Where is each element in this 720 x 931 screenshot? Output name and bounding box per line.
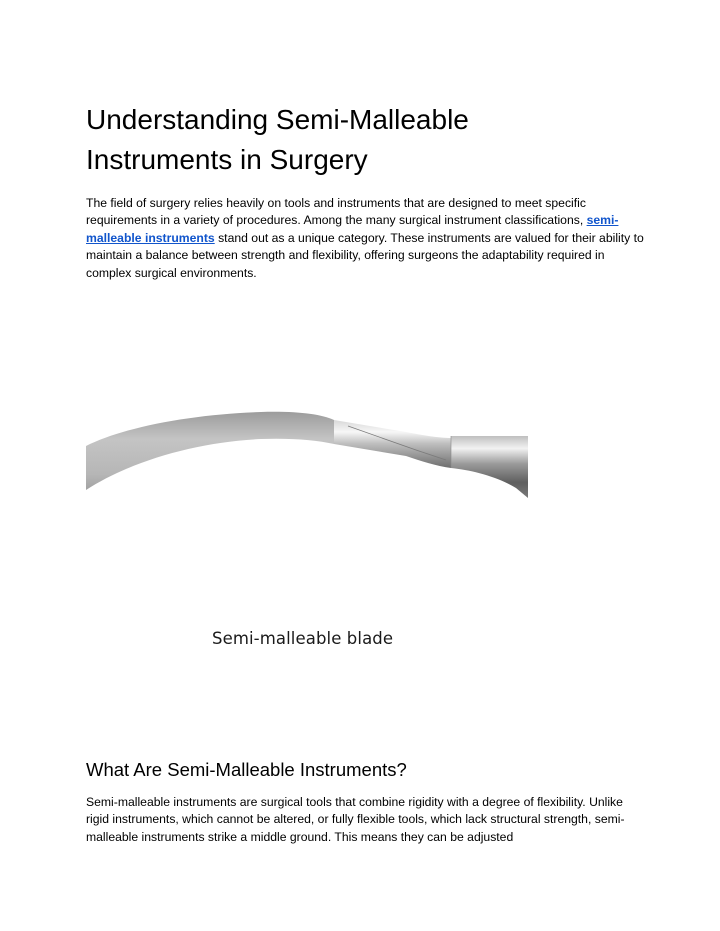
- page-title: Understanding Semi-Malleable Instruments in Surgery: [86, 104, 469, 175]
- blade-curve: [86, 412, 334, 490]
- figure-caption: Semi-malleable blade: [212, 629, 394, 648]
- intro-text-part2: stand out as a unique category. These instruments are valued for their ability to maintain a balance between strength and flexibility, offering surgeons the adaptability required in complex surgical environments.: [86, 230, 644, 280]
- section-paragraph: Semi-malleable instruments are surgical tools that combine rigidity with a degree of flexibility. Unlike rigid instruments, which cannot be altered, or fully flexible tools, which lack structural strength, semi-malleable instruments strike a middle ground. This means they can be adjusted: [86, 795, 625, 844]
- semi-malleable-instruments-link[interactable]: semi-malleable instruments: [86, 213, 619, 245]
- intro-paragraph: [86, 195, 646, 282]
- article-header: [86, 100, 646, 282]
- section-heading: What Are Semi-Malleable Instruments?: [86, 759, 407, 780]
- semi-malleable-blade-illustration: [86, 396, 528, 506]
- blade-figure: [86, 396, 528, 676]
- instrument-handle: [451, 436, 528, 498]
- intro-text-part1: The field of surgery relies heavily on tools and instruments that are designed to meet specific requirements in a variety of procedures. Among the many surgical instrument classifications,: [86, 196, 587, 228]
